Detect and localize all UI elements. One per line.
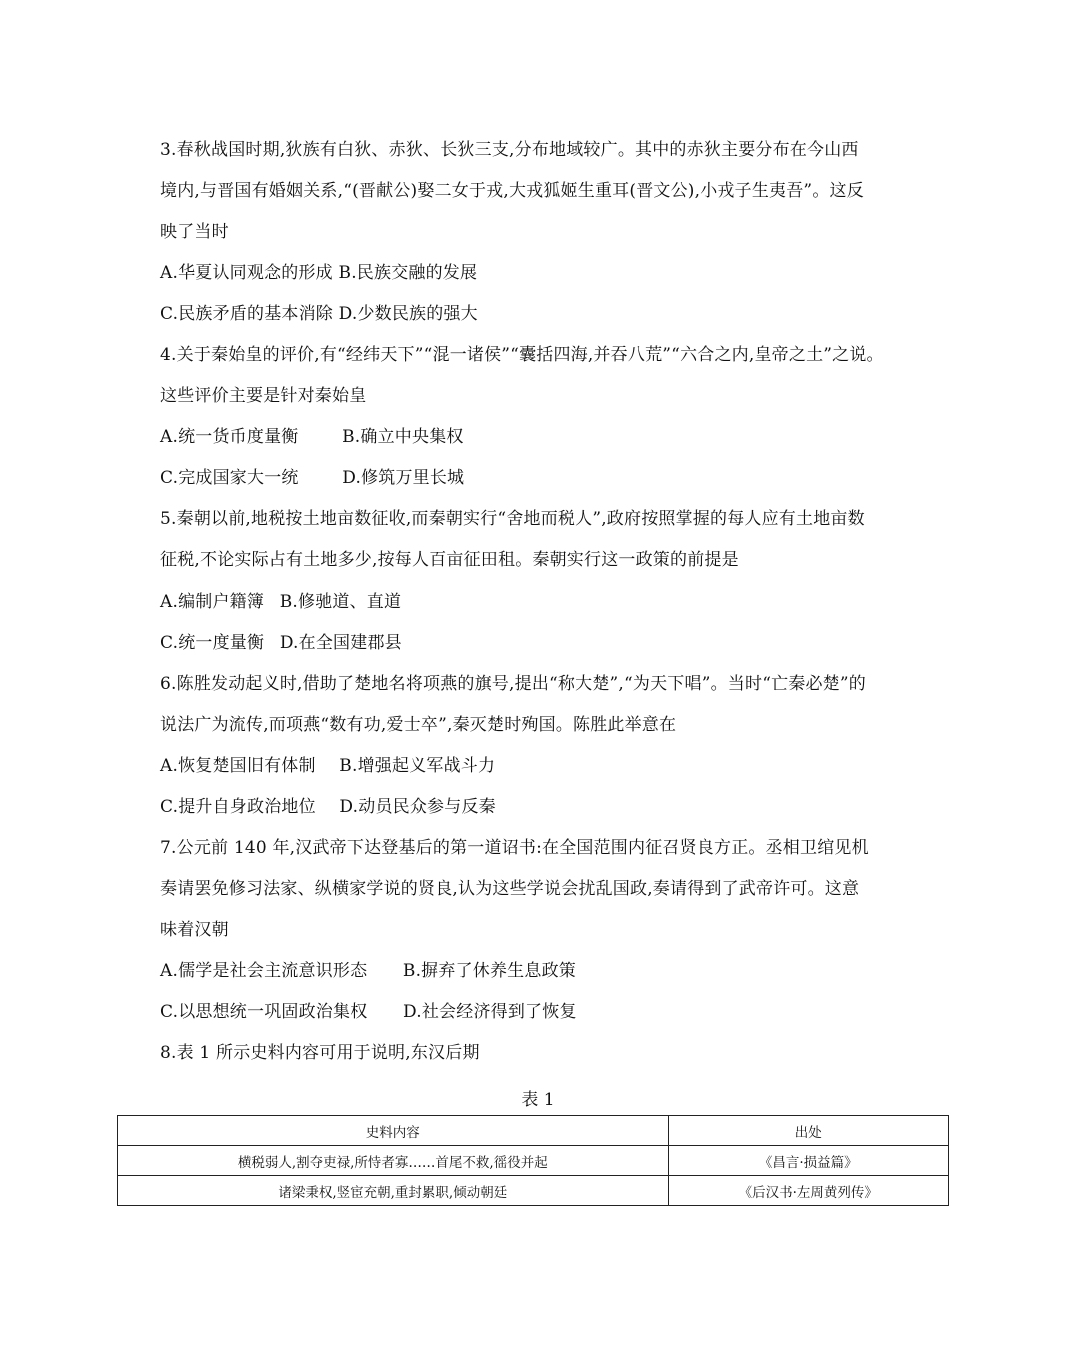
q4-option-c: C.完成国家大一统 (160, 468, 299, 488)
q6-options-cd (160, 795, 496, 819)
q8-stem-line-1: 8.表 1 所示史料内容可用于说明,东汉后期 (160, 1043, 480, 1063)
q6-stem-line-1: 6.陈胜发动起义时,借助了楚地名将项燕的旗号,提出“称大楚”,“为天下唱”。当时“亡秦必楚”的 (160, 674, 866, 694)
q7-options-ab (160, 959, 576, 983)
q4-options-ab (160, 425, 464, 449)
q7-option-d: D.社会经济得到了恢复 (403, 1002, 577, 1022)
q3-stem-line-3: 映了当时 (160, 222, 229, 242)
q7-option-b: B.摒弃了休养生息政策 (402, 961, 576, 981)
q7-option-c: C.以思想统一巩固政治集权 (160, 1002, 368, 1022)
q6-option-a: A.恢复楚国旧有体制 (160, 756, 316, 776)
q6-option-c: C.提升自身政治地位 (160, 797, 316, 817)
table-header-row (118, 1116, 949, 1146)
q3-stem-line-2: 境内,与晋国有婚姻关系,“(晋献公)娶二女于戎,大戎狐姬生重耳(晋文公),小戎子生夷吾”。这反 (160, 181, 864, 201)
q6-option-b: B.增强起义军战斗力 (339, 756, 496, 776)
q3-stem-line-1: 3.春秋战国时期,狄族有白狄、赤狄、长狄三支,分布地域较广。其中的赤狄主要分布在今山西 (160, 140, 859, 160)
table-header-source: 出处 (668, 1116, 948, 1146)
q5-options-ab (160, 590, 401, 614)
q5-options-cd (160, 631, 402, 655)
q6-options-ab (160, 754, 495, 778)
q3-options-cd (160, 302, 478, 326)
q7-options-cd (160, 1000, 577, 1024)
q7-stem-line-3: 味着汉朝 (160, 920, 229, 940)
q3-options-ab (160, 261, 477, 285)
q4-stem-line-1: 4.关于秦始皇的评价,有“经纬天下”“混一诸侯”“囊括四海,并吞八荒”“六合之内,皇帝之土”之说。 (160, 345, 884, 365)
table-caption: 表 1 (521, 1090, 555, 1110)
q4-stem-line-2: 这些评价主要是针对秦始皇 (160, 386, 367, 406)
table-cell-source: 《后汉书·左周黄列传》 (668, 1176, 948, 1206)
table-row (118, 1176, 949, 1206)
q4-options-cd (160, 466, 464, 490)
q5-option-c: C.统一度量衡 (160, 633, 265, 653)
q7-option-a: A.儒学是社会主流意识形态 (160, 961, 368, 981)
q4-option-b: B.确立中央集权 (342, 427, 464, 447)
table-header-content: 史料内容 (118, 1116, 669, 1146)
q4-option-d: D.修筑万里长城 (342, 468, 465, 488)
table-row (118, 1146, 949, 1176)
q5-option-b: B.修驰道、直道 (279, 592, 402, 612)
table-cell-content: 诸梁秉权,竖宦充朝,重封累职,倾动朝廷 (118, 1176, 669, 1206)
q5-option-a: A.编制户籍簿 (160, 592, 265, 612)
q5-stem-line-1: 5.秦朝以前,地税按土地亩数征收,而秦朝实行“舍地而税人”,政府按照掌握的每人应有土地亩数 (160, 509, 865, 529)
q3-option-b: B.民族交融的发展 (338, 263, 478, 283)
table-cell-source: 《昌言·损益篇》 (668, 1146, 948, 1176)
q5-stem-line-2: 征税,不论实际占有土地多少,按每人百亩征田租。秦朝实行这一政策的前提是 (160, 550, 739, 570)
q7-stem-line-2: 奏请罢免修习法家、纵横家学说的贤良,认为这些学说会扰乱国政,奏请得到了武帝许可。这意 (160, 879, 860, 899)
q7-stem-line-1: 7.公元前 140 年,汉武帝下达登基后的第一道诏书:在全国范围内征召贤良方正。丞相卫绾见机 (160, 838, 869, 858)
q3-option-a: A.华夏认同观念的形成 (160, 263, 333, 283)
q3-option-c: C.民族矛盾的基本消除 (160, 304, 334, 324)
table-cell-content: 横税弱人,割夺吏禄,所恃者寡……首尾不救,徭役并起 (118, 1146, 669, 1176)
q4-option-a: A.统一货币度量衡 (160, 427, 299, 447)
source-table (117, 1115, 949, 1206)
q5-option-d: D.在全国建郡县 (279, 633, 402, 653)
q6-stem-line-2: 说法广为流传,而项燕“数有功,爱士卒”,秦灭楚时殉国。陈胜此举意在 (160, 715, 677, 735)
q3-option-d: D.少数民族的强大 (338, 304, 478, 324)
q6-option-d: D.动员民众参与反秦 (339, 797, 496, 817)
